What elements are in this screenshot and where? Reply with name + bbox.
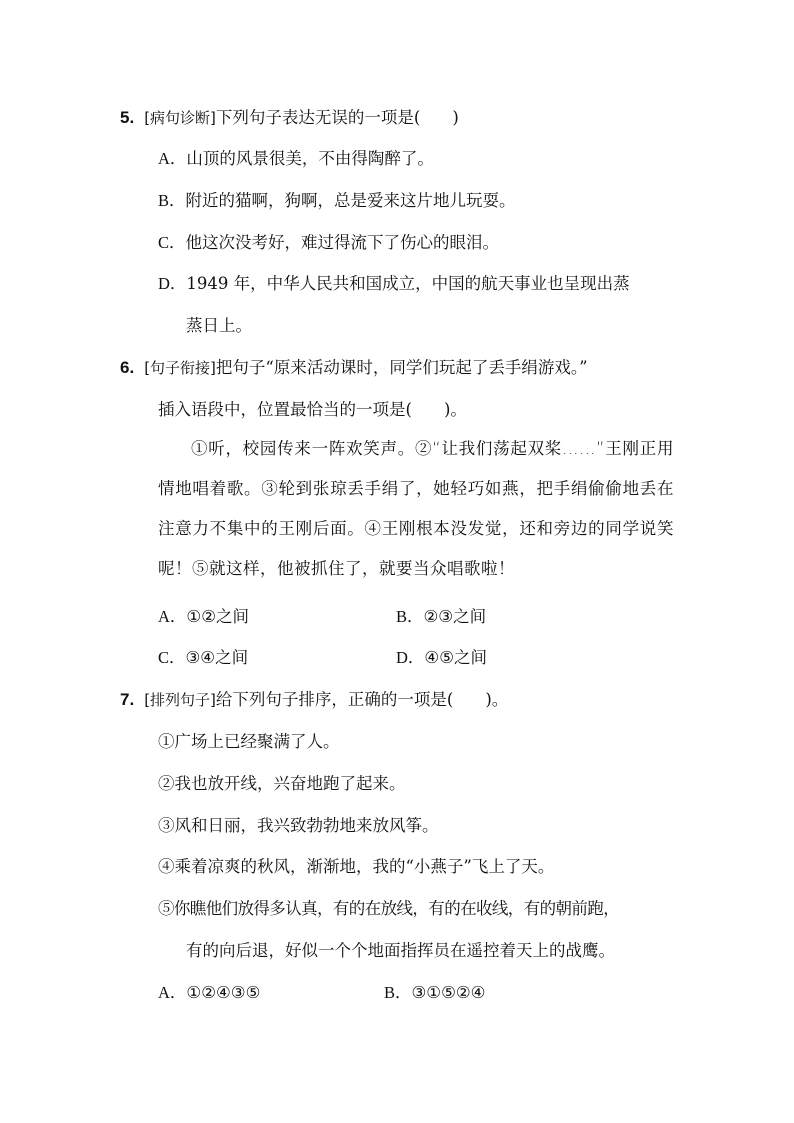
question-tag: [排列句子] [144,691,216,709]
option-text: ③①⑤②④ [411,983,486,1002]
question-tag: [病句诊断] [144,109,216,127]
option-letter: C． [158,233,186,252]
question-text-end: )。 [485,690,509,709]
option-b [384,982,485,1004]
question-6-stem-line2 [158,399,467,421]
option-letter: A． [158,983,187,1002]
option-b [396,606,486,628]
question-text: 给下列句子排序，正确的一项是( [215,690,454,709]
option-c [158,232,499,254]
question-text-end: ) [452,108,459,127]
question-5-stem [120,107,459,129]
question-text: 把句子“原来活动课时，同学们玩起了丢手绢游戏。” [215,358,588,377]
option-text: ①②④③⑤ [186,983,261,1002]
option-letter: B． [396,607,424,626]
option-text: ②③之间 [423,607,487,626]
sentence-2: ②我也放开线，兴奋地跑了起来。 [158,774,406,793]
question-number: 5. [120,108,135,127]
option-text: ④⑤之间 [424,648,488,667]
sentence-5: ⑤你瞧他们放得多认真，有的在放线，有的在收线，有的朝前跑， [158,899,620,918]
option-a [158,606,249,628]
sentence-5-continuation: 有的向后退，好似一个个地面指挥员在遥控着天上的战鹰。 [186,941,615,960]
option-text: 他这次没考好，难过得流下了伤心的眼泪。 [185,233,500,252]
option-letter: B． [158,191,186,210]
sentence-1: ①广场上已经聚满了人。 [158,732,340,751]
option-letter: A． [158,149,187,168]
option-letter: D． [158,274,187,293]
option-text: 附近的猫啊，狗啊，总是爱来这片地儿玩耍。 [185,191,516,210]
option-a [158,148,434,170]
option-text: ③④之间 [185,648,249,667]
option-letter: D． [396,648,425,667]
option-b [158,190,516,212]
option-c [158,647,248,669]
option-letter: A． [158,607,187,626]
question-number: 7. [120,690,135,709]
option-letter: B． [384,983,412,1002]
question-text: 插入语段中，位置最恰当的一项是( [158,400,412,419]
option-d [396,647,487,669]
question-6-stem [120,357,588,379]
sentence-3: ③风和日丽，我兴致勃勃地来放风筝。 [158,816,439,835]
option-letter: C． [158,648,186,667]
reading-passage: ①听，校园传来一阵欢笑声。②“让我们荡起双桨……”王刚正用情地唱着歌。③轮到张琼丢手绢了，她轻巧如燕，把手绢偷偷地丢在注意力不集中的王刚后面。④王刚根本没发觉，还和旁边的同学说笑呢！⑤就这样，他被抓住了，就要当众唱歌啦！ [158,439,674,578]
option-text: 1949 年，中华人民共和国成立，中国的航天事业也呈现出蒸 [186,274,630,293]
option-d [158,273,630,295]
question-text-end: )。 [443,400,467,419]
question-7-stem [120,689,508,711]
question-number: 6. [120,358,135,377]
option-text: 山顶的风景很美，不由得陶醉了。 [186,149,434,168]
sentence-4: ④乘着凉爽的秋风，渐渐地，我的“小燕子”飞上了天。 [158,857,555,876]
option-a [158,982,260,1004]
option-d-continuation: 蒸日上。 [186,316,252,335]
question-text: 下列句子表达无误的一项是( [215,108,421,127]
option-text: ①②之间 [186,607,250,626]
question-tag: [句子衔接] [144,359,216,377]
